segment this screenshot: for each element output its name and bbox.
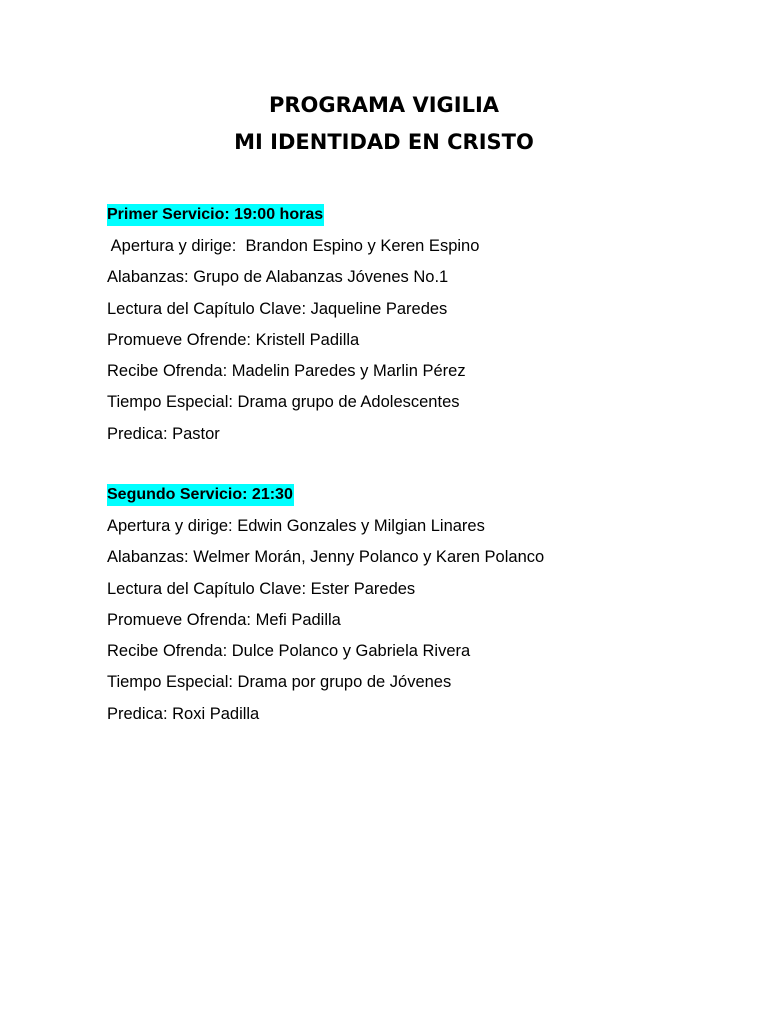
document-title: PROGRAMA VIGILIA: [268, 93, 500, 117]
first-service-section: [107, 202, 727, 452]
second-service-special-time: Tiempo Especial: Drama por grupo de Jóvenes: [107, 673, 452, 692]
second-service-preacher: Predica: Roxi Padilla: [107, 704, 260, 723]
first-service-opening: Apertura y dirige: Brandon Espino y Keren Espino: [107, 237, 480, 255]
document-subtitle: MI IDENTIDAD EN CRISTO: [234, 130, 534, 154]
first-service-reading: Lectura del Capítulo Clave: Jaqueline Paredes: [107, 299, 448, 318]
second-service-heading: Segundo Servicio: 21:30: [107, 484, 294, 506]
second-service-opening: Apertura y dirige: Edwin Gonzales y Milgian Linares: [107, 517, 485, 535]
first-service-special-time: Tiempo Especial: Drama grupo de Adolescentes: [107, 393, 460, 412]
first-service-worship: Alabanzas: Grupo de Alabanzas Jóvenes No.1: [107, 268, 449, 287]
second-service-section: [107, 482, 727, 732]
first-service-preacher: Predica: Pastor: [107, 424, 220, 443]
first-service-offering-promoter: Promueve Ofrende: Kristell Padilla: [107, 330, 360, 349]
first-service-heading: Primer Servicio: 19:00 horas: [107, 204, 324, 226]
second-service-reading: Lectura del Capítulo Clave: Ester Paredes: [107, 579, 416, 598]
first-service-offering-receivers: Recibe Ofrenda: Madelin Paredes y Marlin Pérez: [107, 362, 466, 381]
second-service-worship: Alabanzas: Welmer Morán, Jenny Polanco y Karen Polanco: [107, 548, 545, 567]
second-service-offering-receivers: Recibe Ofrenda: Dulce Polanco y Gabriela Rivera: [107, 642, 471, 661]
second-service-offering-promoter: Promueve Ofrenda: Mefi Padilla: [107, 610, 341, 629]
